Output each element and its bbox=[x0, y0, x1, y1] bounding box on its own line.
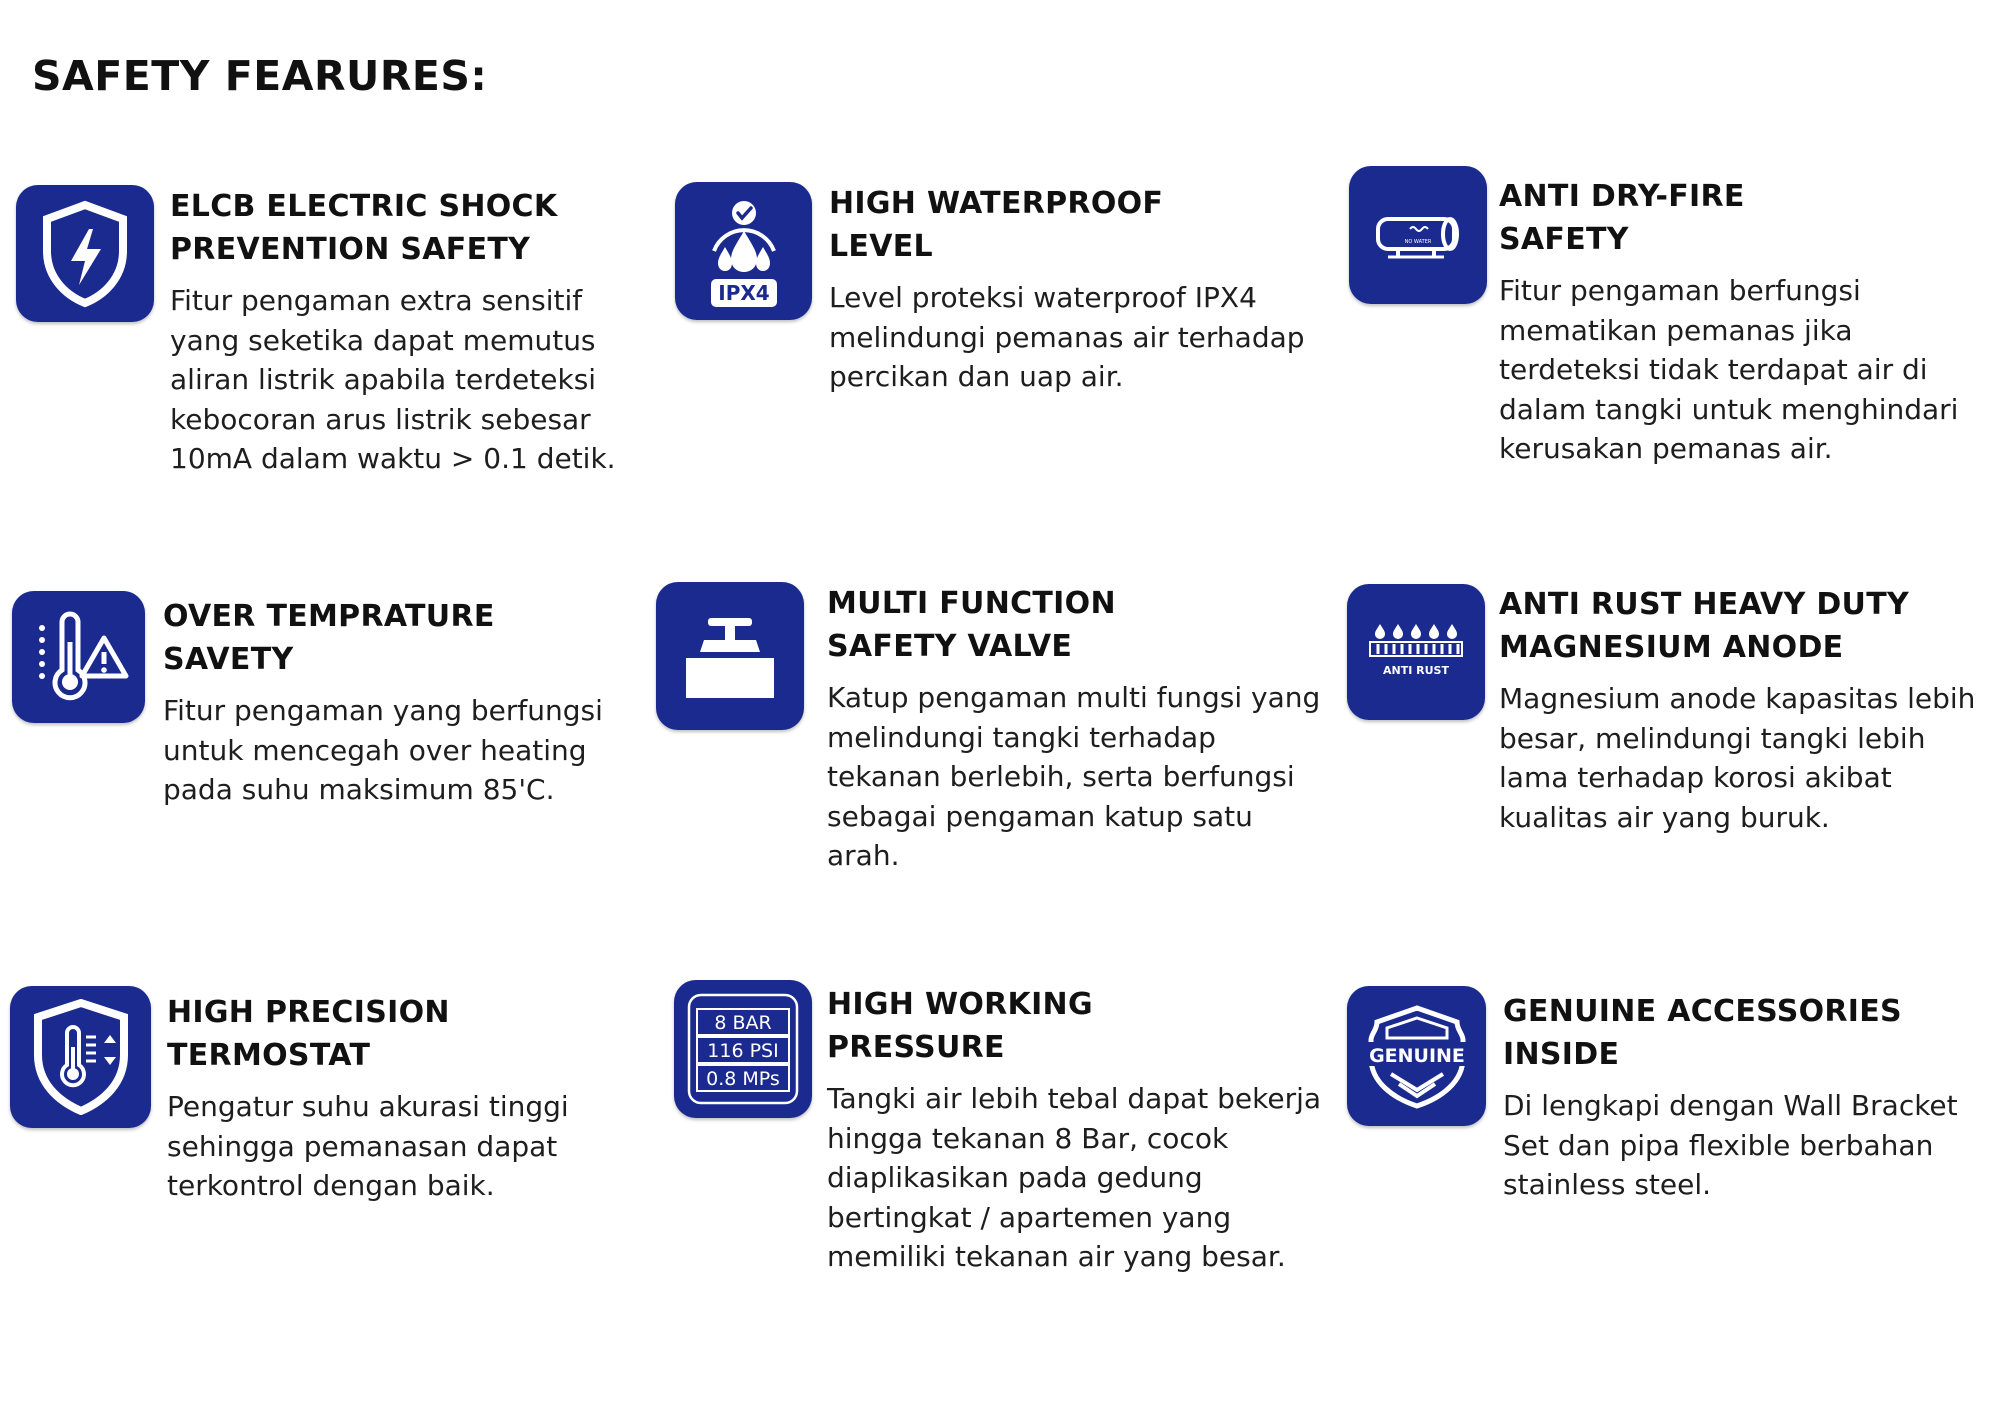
feature-description: Fitur pengaman extra sensitif yang seketika dapat memutus aliran listrik apabila terdeteksi kebocoran arus listrik sebesar 10mA dalam waktu > 0.1 detik. bbox=[170, 284, 616, 475]
title-line: TERMOSTAT bbox=[167, 1038, 371, 1073]
thermometer-warning-icon bbox=[12, 591, 145, 723]
feature-description: Fitur pengaman berfungsi mematikan pemanas jika terdeteksi tidak terdapat air di dalam tangki untuk menghindari kerusakan pemanas air. bbox=[1499, 274, 1959, 465]
water-drop-ipx4-icon bbox=[675, 182, 812, 320]
title-line: SAFETY VALVE bbox=[827, 629, 1073, 664]
genuine-label: GENUINE bbox=[1368, 1045, 1465, 1067]
feature-title bbox=[163, 595, 643, 681]
feature-description: Pengatur suhu akurasi tinggi sehingga pemanasan dapat terkontrol dengan baik. bbox=[167, 1090, 569, 1202]
shield-thermometer-icon bbox=[10, 986, 151, 1128]
title-line: LEVEL bbox=[829, 229, 933, 264]
feature-title bbox=[167, 991, 647, 1077]
genuine-badge-icon bbox=[1347, 986, 1486, 1126]
feature-title bbox=[1503, 990, 1998, 1076]
tank-label: NO WATER bbox=[1404, 239, 1432, 245]
title-line: GENUINE ACCESSORIES bbox=[1503, 994, 1902, 1029]
safety-valve-icon bbox=[656, 582, 804, 730]
feature-title bbox=[1499, 175, 1999, 261]
title-line: MULTI FUNCTION bbox=[827, 586, 1116, 621]
feature-description: Level proteksi waterproof IPX4 melindungi pemanas air terhadap percikan dan uap air. bbox=[829, 281, 1305, 393]
feature-description: Tangki air lebih tebal dapat bekerja hingga tekanan 8 Bar, cocok diaplikasikan pada gedung bertingkat / apartemen yang memiliki tekanan air yang besar. bbox=[827, 1082, 1322, 1273]
title-line: HIGH PRECISION bbox=[167, 995, 450, 1030]
pressure-rating-icon bbox=[674, 980, 812, 1118]
title-line: HIGH WORKING bbox=[827, 987, 1093, 1022]
anti-rust-label: ANTI RUST bbox=[1383, 664, 1449, 677]
feature-title bbox=[1499, 583, 1999, 669]
title-line: SAFETY bbox=[1499, 222, 1629, 257]
feature-title bbox=[827, 983, 1327, 1069]
title-line: OVER TEMPRATURE bbox=[163, 599, 495, 634]
pressure-mpa-label: 0.8 MPs bbox=[706, 1068, 780, 1090]
title-line: PRESSURE bbox=[827, 1030, 1005, 1065]
title-line: PREVENTION SAFETY bbox=[170, 232, 531, 267]
shield-lightning-icon bbox=[16, 185, 154, 322]
water-tank-icon bbox=[1349, 166, 1487, 304]
title-line: HIGH WATERPROOF bbox=[829, 186, 1164, 221]
title-line: ELCB ELECTRIC SHOCK bbox=[170, 189, 558, 224]
title-line: INSIDE bbox=[1503, 1037, 1620, 1072]
pressure-psi-label: 116 PSI bbox=[707, 1040, 779, 1062]
feature-description: Katup pengaman multi fungsi yang melindungi tangki terhadap tekanan berlebih, serta berfungsi sebagai pengaman katup satu arah. bbox=[827, 681, 1321, 872]
ipx4-label: IPX4 bbox=[717, 281, 770, 305]
feature-description: Fitur pengaman yang berfungsi untuk mencegah over heating pada suhu maksimum 85'C. bbox=[163, 694, 603, 806]
feature-title bbox=[829, 182, 1319, 268]
feature-description: Magnesium anode kapasitas lebih besar, melindungi tangki lebih lama terhadap korosi akibat kualitas air yang buruk. bbox=[1499, 682, 1976, 834]
feature-description: Di lengkapi dengan Wall Bracket Set dan pipa flexible berbahan stainless steel. bbox=[1503, 1089, 1958, 1201]
title-line: ANTI RUST HEAVY DUTY bbox=[1499, 587, 1909, 622]
feature-title bbox=[170, 185, 650, 271]
feature-title bbox=[827, 582, 1327, 668]
title-line: SAVETY bbox=[163, 642, 294, 677]
title-line: MAGNESIUM ANODE bbox=[1499, 630, 1844, 665]
page-title: SAFETY FEARURES: bbox=[32, 52, 488, 100]
anti-rust-icon bbox=[1347, 584, 1485, 720]
title-line: ANTI DRY-FIRE bbox=[1499, 179, 1745, 214]
pressure-bar-label: 8 BAR bbox=[714, 1012, 772, 1034]
